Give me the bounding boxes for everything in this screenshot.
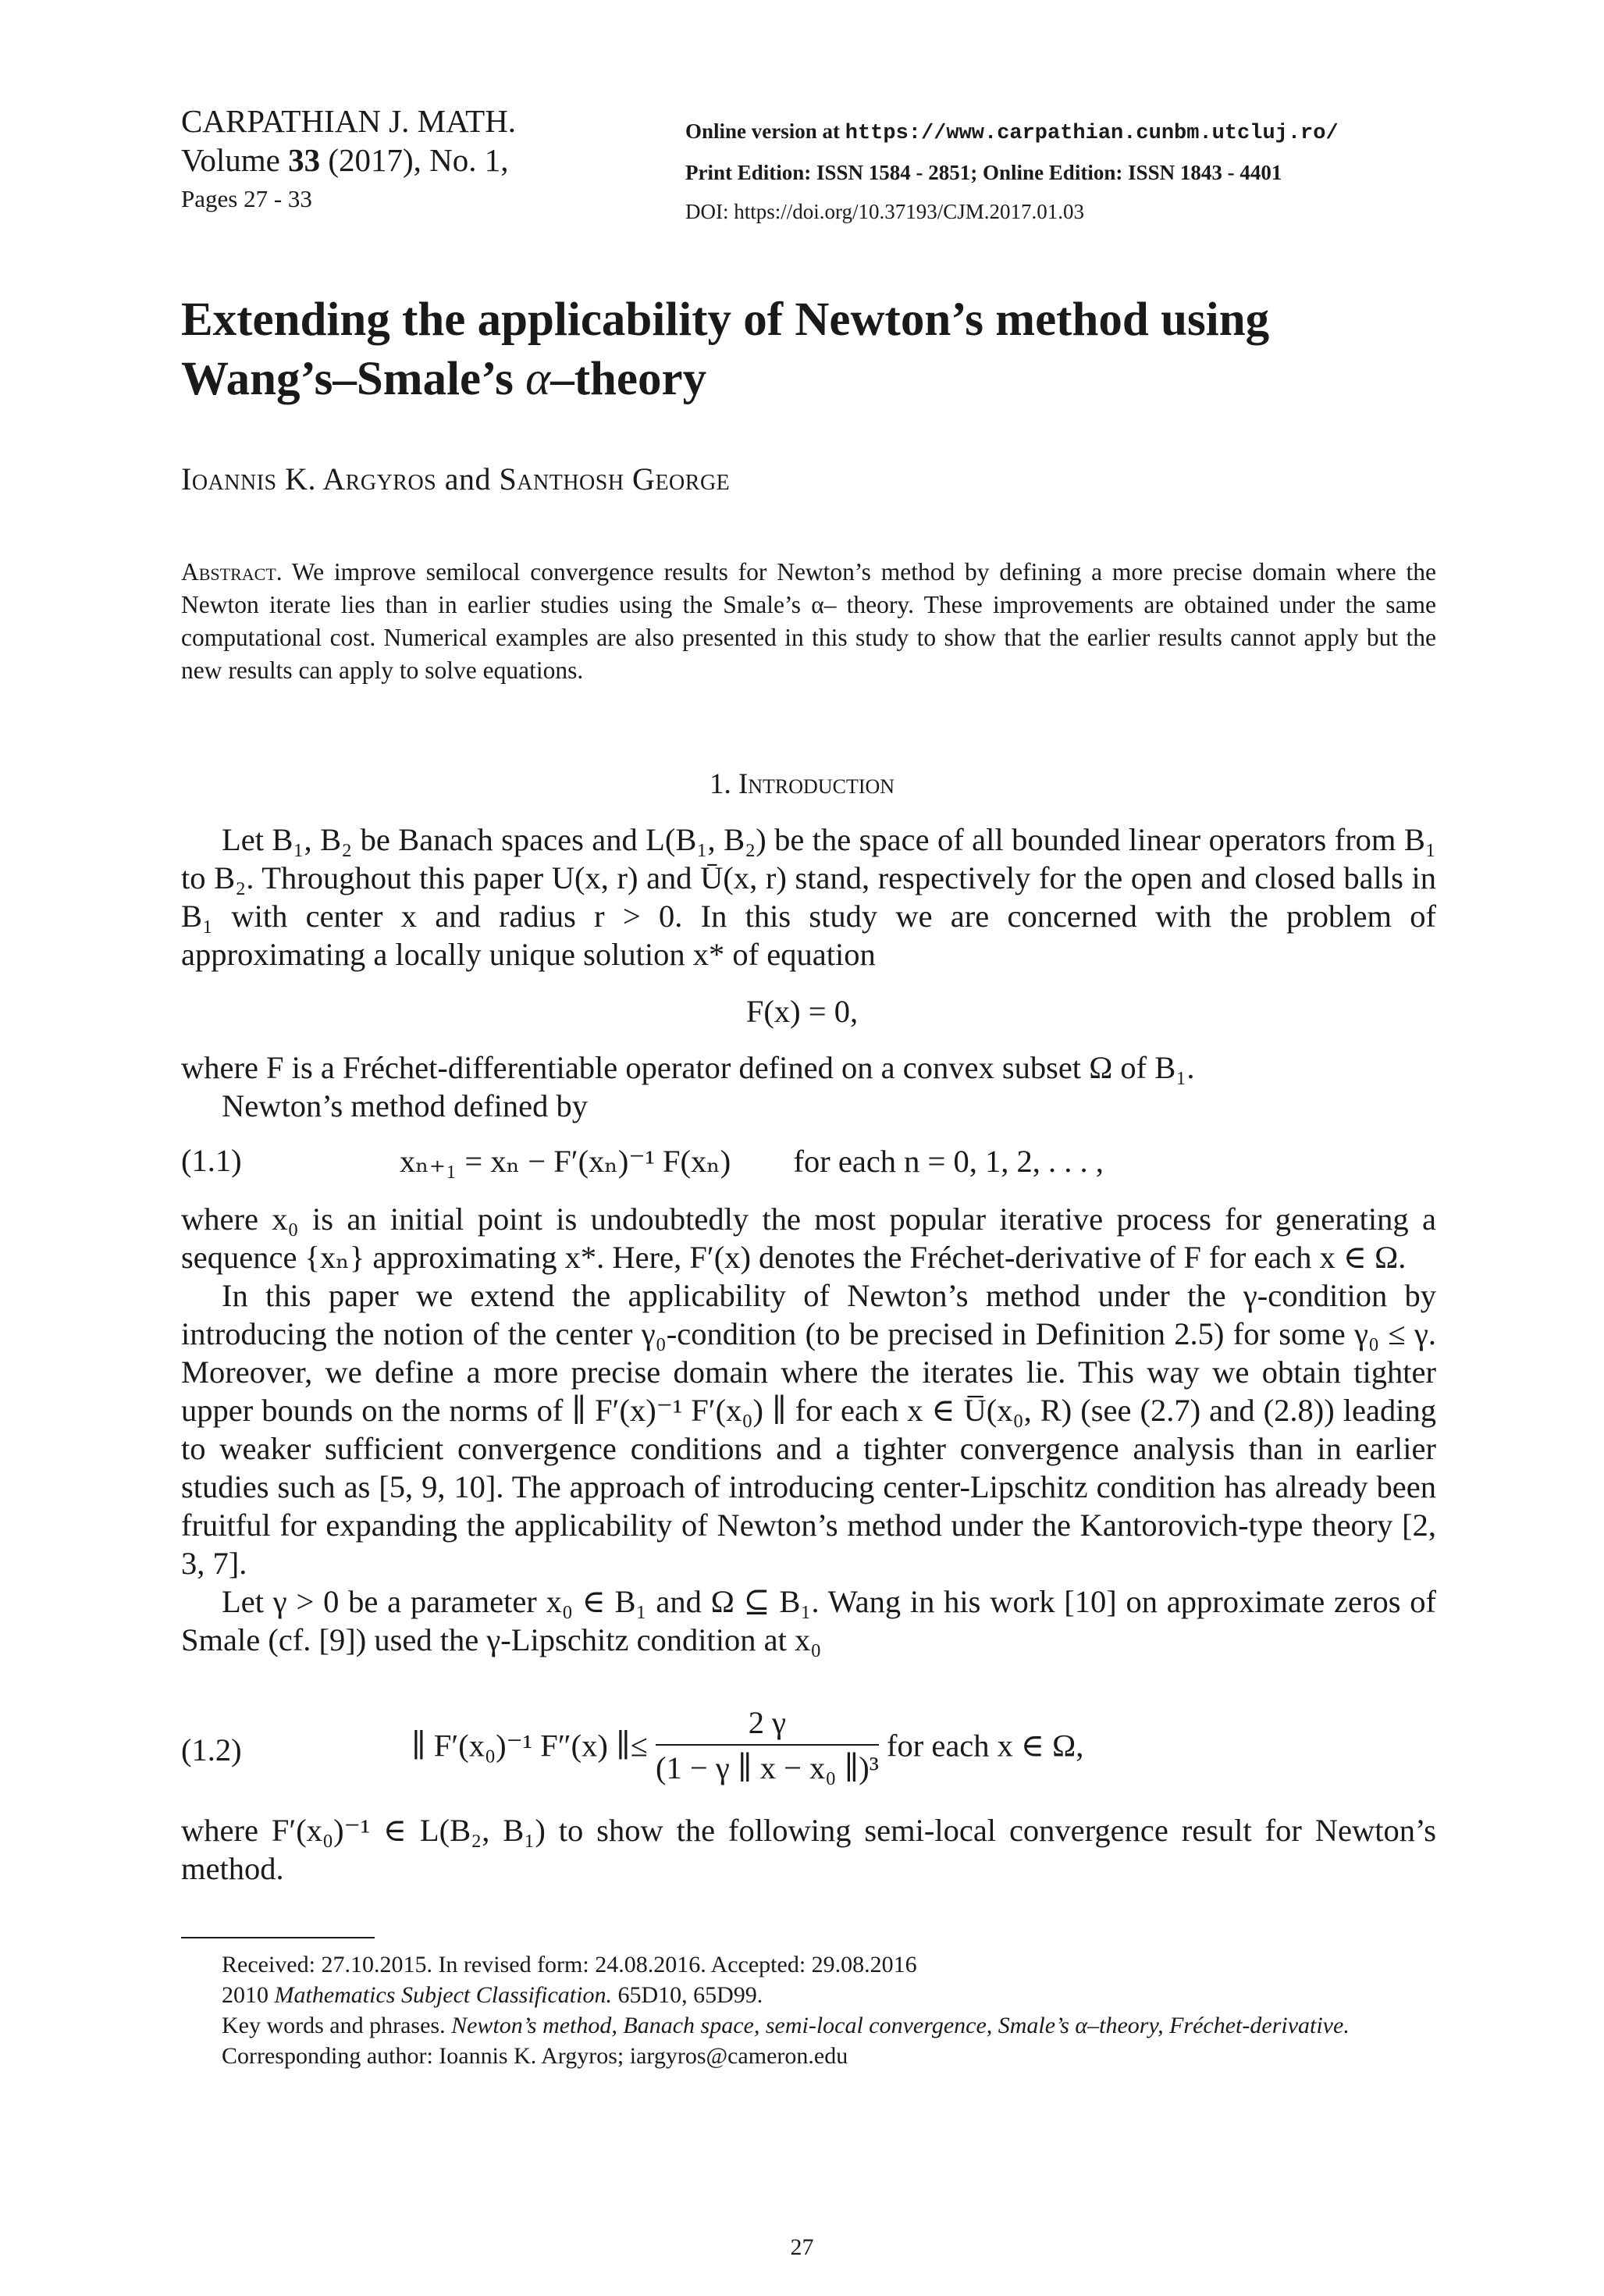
footnote-received: Received: 27.10.2015. In revised form: 24.08.2016. Accepted: 29.08.2016 <box>222 1952 917 1977</box>
abstract <box>181 556 1436 687</box>
paragraph-result: where F′(x₀)⁻¹ ∈ L(B₂, B₁) to show the following semi-local convergence result for Newton’s method. <box>181 1813 1436 1886</box>
footnote-corresponding-author: Corresponding author: Ioannis K. Argyros; iargyros@cameron.edu <box>222 2043 848 2069</box>
author-1: Ioannis K. Argyros <box>181 461 437 497</box>
paragraph-intro: Let B₁, B₂ be Banach spaces and L(B₁, B₂) be the space of all bounded linear operators from B₁ to B₂. Throughout this paper U(x, r) and Ū(x, r) stand, respectively for the open and closed balls in B₁ with center x and radius r > 0. In this study we are concerned with the problem of approximating a locally unique solution x* of equation <box>181 822 1436 972</box>
equation-1-2-fraction: $\frac{2 \gamma}{\text{(1 − γ ∥ x − x₀ ∥)³}}$ <box>656 1705 879 1785</box>
journal-pages: Pages 27 - 33 <box>181 185 312 212</box>
publication-info <box>685 112 1339 231</box>
paragraph-newton: where x₀ is an initial point is undoubtedly the most popular iterative process for generating a sequence {xₙ} approximating x*. Here, F′(x) denotes the Fréchet-derivative of F for each x ∈ Ω. In this paper we extend the applicability of Newton’s method under the γ-condition by introducing the notion of the center γ₀-condition (to be precised in Definition 2.5) for some γ₀ ≤ γ. Moreover, we define a more precise domain where the iterates lie. This way we obtain tighter upper bounds on the norms of ∥ F′(x)⁻¹ F′(x₀) ∥ for each x ∈ U̅(x₀, R) (see (2.7) and (2.8)) leading to weaker sufficient convergence conditions and a tighter convergence analysis than in earlier studies such as [5, 9, 10]. The approach of introducing center-Lipschitz condition has already been fruitful for expanding the applicability of Newton’s method under the Kantorovich-type theory [2, 3, 7]. Let γ > 0 be a parameter x₀ ∈ B₁ and Ω ⊆ B₁. Wang in his work [10] on approximate zeros of Smale (cf. [9]) used the γ-Lipschitz condition at x₀ <box>181 1201 1436 1657</box>
online-version: Online version at https://www.carpathian.cunbm.utcluj.ro/ <box>685 119 1339 145</box>
doi-link[interactable]: DOI: https://doi.org/10.37193/CJM.2017.01.03 <box>685 200 1085 223</box>
page-number: 27 <box>790 2234 814 2260</box>
abstract-text: We improve semilocal convergence results for Newton’s method by defining a more precise domain where the Newton iterate lies than in earlier studies using the Smale’s α– theory. These improvements are obtained under the same computational cost. Numerical examples are also presented in this study to show that the earlier results cannot apply but the new results can apply to solve equations. <box>181 558 1436 684</box>
journal-header <box>181 101 516 219</box>
section-heading: 1. Introduction <box>709 768 895 800</box>
footnote-divider <box>181 1937 375 1938</box>
journal-name: CARPATHIAN J. MATH. <box>181 103 517 139</box>
equation-1-1: xₙ₊₁ = xₙ − F′(xₙ)⁻¹ F(xₙ) for each n = 0, 1, 2, . . . , <box>400 1144 1104 1179</box>
equation-1-2-number: (1.2) <box>181 1732 242 1767</box>
footnotes <box>181 1949 1436 2071</box>
online-url-link[interactable]: https://www.carpathian.cunbm.utcluj.ro/ <box>845 122 1339 145</box>
author-list: Ioannis K. Argyros and Santhosh George <box>181 461 731 497</box>
equation-fx: F(x) = 0, <box>745 994 859 1029</box>
journal-volume: Volume 33 (2017), No. 1, <box>181 142 509 178</box>
paragraph-operator: where F is a Fréchet-differentiable operator defined on a convex subset Ω of B₁. Newton’s method defined by <box>181 1050 1195 1123</box>
footnote-msc: 2010 Mathematics Subject Classification. 65D10, 65D99. <box>222 1982 763 2008</box>
equation-1-2: ∥ F′(x₀)⁻¹ F″(x) ∥≤ $\frac{2 \gamma}{\text{(1 − γ ∥ x − x₀ ∥)³}}$ for each x ∈ Ω, <box>411 1705 1084 1785</box>
abstract-label: Abstract. <box>181 558 283 586</box>
footnote-keywords: Key words and phrases. Newton’s method, Banach space, semi-local convergence, Smale’s α–theory, Fréchet-derivative. <box>222 2013 1350 2038</box>
issn-info: Print Edition: ISSN 1584 - 2851; Online Edition: ISSN 1843 - 4401 <box>685 161 1282 184</box>
paper-title: Extending the applicability of Newton’s method using Wang’s–Smale’s α–theory <box>181 294 1270 405</box>
author-2: Santhosh George <box>499 461 731 497</box>
equation-1-1-number: (1.1) <box>181 1143 242 1178</box>
